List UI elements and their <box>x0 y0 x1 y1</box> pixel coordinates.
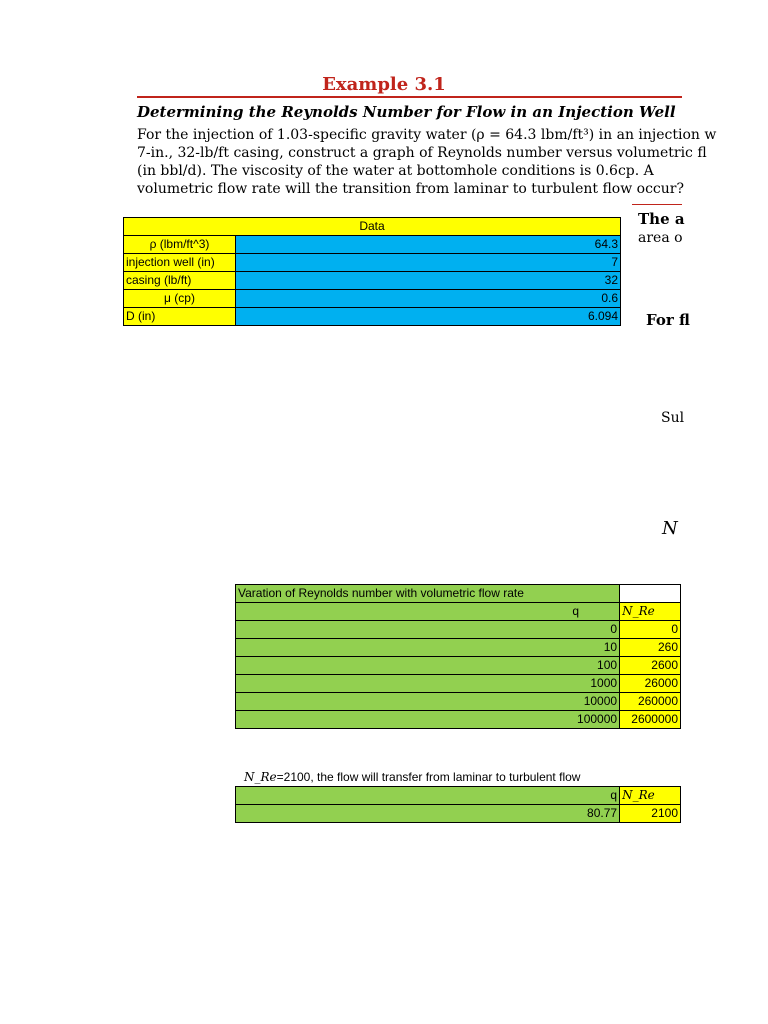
nre-value: 2600000 <box>620 711 681 729</box>
data-value: 64.3 <box>236 236 621 254</box>
problem-statement <box>137 126 717 198</box>
data-label: ρ (lbm/ft^3) <box>124 236 236 254</box>
col-header-nre: N_Re <box>620 787 681 805</box>
side-fragment: area o <box>638 230 683 246</box>
nre-value: 260 <box>620 639 681 657</box>
nre-value: 0 <box>620 621 681 639</box>
problem-line: 7-in., 32-lb/ft casing, construct a graph of Reynolds number versus volumetric fl <box>137 145 707 161</box>
example-subtitle: Determining the Reynolds Number for Flow in an Injection Well <box>137 103 676 121</box>
table-row <box>236 693 681 711</box>
table-row <box>236 805 681 823</box>
side-fragment: N <box>662 518 678 539</box>
nre-value: 2100 <box>620 805 681 823</box>
side-fragment: For fl <box>646 311 690 329</box>
table-row <box>124 236 621 254</box>
header-divider <box>137 96 682 98</box>
data-table-title: Data <box>124 218 621 236</box>
table-row <box>236 603 681 621</box>
q-value: 10000 <box>236 693 620 711</box>
nre-value: 2600 <box>620 657 681 675</box>
data-value: 6.094 <box>236 308 621 326</box>
data-label: casing (lb/ft) <box>124 272 236 290</box>
variation-table-title: Varation of Reynolds number with volumetric flow rate <box>236 585 620 603</box>
note-text: =2100, the flow will transfer from laminar to turbulent flow <box>276 770 581 784</box>
table-row <box>124 272 621 290</box>
data-label: μ (cp) <box>124 290 236 308</box>
q-value: 80.77 <box>236 805 620 823</box>
problem-line: volumetric flow rate will the transition from laminar to turbulent flow occur? <box>137 181 684 197</box>
note-variable: N_Re <box>244 770 277 784</box>
data-value: 0.6 <box>236 290 621 308</box>
data-value: 7 <box>236 254 621 272</box>
variation-table <box>235 584 681 729</box>
nre-value: 260000 <box>620 693 681 711</box>
table-row <box>236 787 681 805</box>
table-row <box>236 675 681 693</box>
q-value: 10 <box>236 639 620 657</box>
col-header-nre: N_Re <box>620 603 681 621</box>
table-row <box>124 218 621 236</box>
col-header-q: q <box>236 787 620 805</box>
table-row <box>236 711 681 729</box>
q-value: 100 <box>236 657 620 675</box>
data-table <box>123 217 621 326</box>
q-value: 0 <box>236 621 620 639</box>
example-title: Example 3.1 <box>322 74 446 95</box>
nre-value: 26000 <box>620 675 681 693</box>
problem-line: For the injection of 1.03-specific gravity water (ρ = 64.3 lbm/ft³) in an injection w <box>137 127 717 143</box>
transition-table <box>235 786 681 823</box>
table-row <box>236 639 681 657</box>
data-label: injection well (in) <box>124 254 236 272</box>
table-row <box>124 254 621 272</box>
q-value: 100000 <box>236 711 620 729</box>
data-label: D (in) <box>124 308 236 326</box>
transition-note <box>244 770 580 784</box>
problem-line: (in bbl/d). The viscosity of the water at bottomhole conditions is 0.6cp. A <box>137 163 654 179</box>
table-row <box>124 308 621 326</box>
side-divider <box>632 204 682 205</box>
q-value: 1000 <box>236 675 620 693</box>
side-fragment: Sul <box>661 410 685 426</box>
table-row <box>236 621 681 639</box>
side-fragment: The a <box>638 210 685 228</box>
table-row <box>124 290 621 308</box>
col-header-q: q <box>236 603 620 621</box>
table-row <box>236 657 681 675</box>
data-value: 32 <box>236 272 621 290</box>
table-row <box>236 585 681 603</box>
empty-cell <box>620 585 681 603</box>
